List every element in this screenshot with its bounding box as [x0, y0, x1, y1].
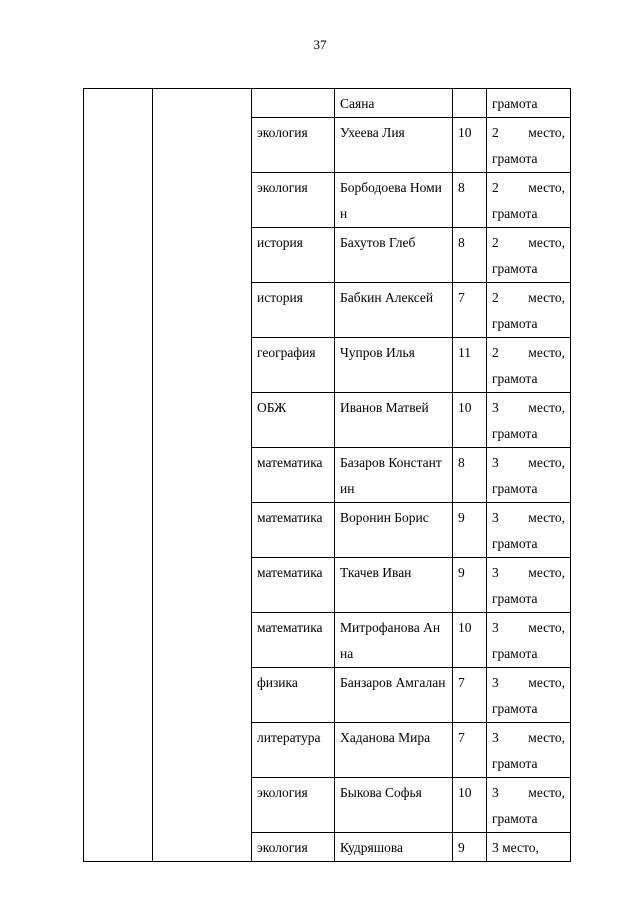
- grade-cell: 10: [453, 118, 487, 173]
- award-line: грамота: [492, 756, 538, 771]
- subject-cell: математика: [252, 558, 335, 613]
- award-line: 2 место,: [492, 345, 565, 360]
- award-line: 3 место,: [492, 675, 565, 690]
- award-line: 3 место,: [492, 785, 565, 800]
- student-name-cell: Базаров Константин: [335, 448, 453, 503]
- award-cell: [487, 668, 571, 723]
- results-table: [83, 88, 571, 862]
- grade-cell: [453, 89, 487, 118]
- award-line: 2 место,: [492, 235, 565, 250]
- award-line: 3 место,: [492, 400, 565, 415]
- student-name-cell: Ухеева Лия: [335, 118, 453, 173]
- subject-cell: история: [252, 228, 335, 283]
- award-line: 2 место,: [492, 125, 565, 140]
- grade-cell: 7: [453, 283, 487, 338]
- student-name-cell: Банзаров Амгалан: [335, 668, 453, 723]
- page-number: 37: [313, 37, 327, 52]
- award-line: 3 место,: [492, 620, 565, 635]
- award-cell: [487, 228, 571, 283]
- subject-cell: литература: [252, 723, 335, 778]
- subject-cell: экология: [252, 118, 335, 173]
- student-name-cell: Хаданова Мира: [335, 723, 453, 778]
- student-name-cell: Бабкин Алексей: [335, 283, 453, 338]
- subject-cell: география: [252, 338, 335, 393]
- award-line: грамота: [492, 536, 538, 551]
- grade-cell: 10: [453, 393, 487, 448]
- results-table-body: [84, 89, 571, 862]
- award-cell: [487, 89, 571, 118]
- award-line: грамота: [492, 481, 538, 496]
- award-cell: [487, 503, 571, 558]
- award-line: грамота: [492, 206, 538, 221]
- award-line: 3 место,: [492, 510, 565, 525]
- award-line: грамота: [492, 646, 538, 661]
- student-name-cell: Чупров Илья: [335, 338, 453, 393]
- award-line: 2 место,: [492, 180, 565, 195]
- award-cell: [487, 448, 571, 503]
- award-cell: [487, 118, 571, 173]
- award-cell: [487, 723, 571, 778]
- subject-cell: экология: [252, 173, 335, 228]
- award-cell: [487, 283, 571, 338]
- award-cell: [487, 393, 571, 448]
- award-cell: [487, 173, 571, 228]
- student-name-cell: Быкова Софья: [335, 778, 453, 833]
- subject-cell: экология: [252, 778, 335, 833]
- subject-cell: математика: [252, 448, 335, 503]
- award-cell: [487, 338, 571, 393]
- award-line: 3 место,: [492, 840, 539, 855]
- grade-cell: 9: [453, 558, 487, 613]
- subject-cell: математика: [252, 613, 335, 668]
- subject-cell: физика: [252, 668, 335, 723]
- subject-cell: история: [252, 283, 335, 338]
- award-line: 2 место,: [492, 290, 565, 305]
- grade-cell: 7: [453, 668, 487, 723]
- student-name-cell: Митрофанова Анна: [335, 613, 453, 668]
- award-line: 3 место,: [492, 455, 565, 470]
- table-row: [84, 89, 571, 118]
- award-line: грамота: [492, 701, 538, 716]
- student-name-cell: Ткачев Иван: [335, 558, 453, 613]
- award-line: грамота: [492, 96, 538, 111]
- award-cell: [487, 778, 571, 833]
- award-line: грамота: [492, 426, 538, 441]
- subject-cell: ОБЖ: [252, 393, 335, 448]
- grade-cell: 7: [453, 723, 487, 778]
- award-line: грамота: [492, 371, 538, 386]
- award-line: грамота: [492, 591, 538, 606]
- award-line: 3 место,: [492, 565, 565, 580]
- grade-cell: 10: [453, 613, 487, 668]
- award-cell: [487, 613, 571, 668]
- student-name-cell: Кудряшова: [335, 833, 453, 862]
- grade-cell: 11: [453, 338, 487, 393]
- grade-cell: 8: [453, 228, 487, 283]
- subject-cell: экология: [252, 833, 335, 862]
- student-name-cell: Иванов Матвей: [335, 393, 453, 448]
- student-name-cell: Борбодоева Номин: [335, 173, 453, 228]
- award-line: грамота: [492, 151, 538, 166]
- grade-cell: 9: [453, 833, 487, 862]
- student-name-cell: Саяна: [335, 89, 453, 118]
- award-line: грамота: [492, 316, 538, 331]
- subject-cell: [252, 89, 335, 118]
- award-line: 3 место,: [492, 730, 565, 745]
- grade-cell: 10: [453, 778, 487, 833]
- student-name-cell: Бахутов Глеб: [335, 228, 453, 283]
- award-line: грамота: [492, 811, 538, 826]
- grade-cell: 9: [453, 503, 487, 558]
- grade-cell: 8: [453, 173, 487, 228]
- empty-column-cell: [153, 89, 252, 862]
- award-cell: [487, 833, 571, 862]
- grade-cell: 8: [453, 448, 487, 503]
- award-line: грамота: [492, 261, 538, 276]
- empty-column-cell: [84, 89, 153, 862]
- subject-cell: математика: [252, 503, 335, 558]
- award-cell: [487, 558, 571, 613]
- student-name-cell: Воронин Борис: [335, 503, 453, 558]
